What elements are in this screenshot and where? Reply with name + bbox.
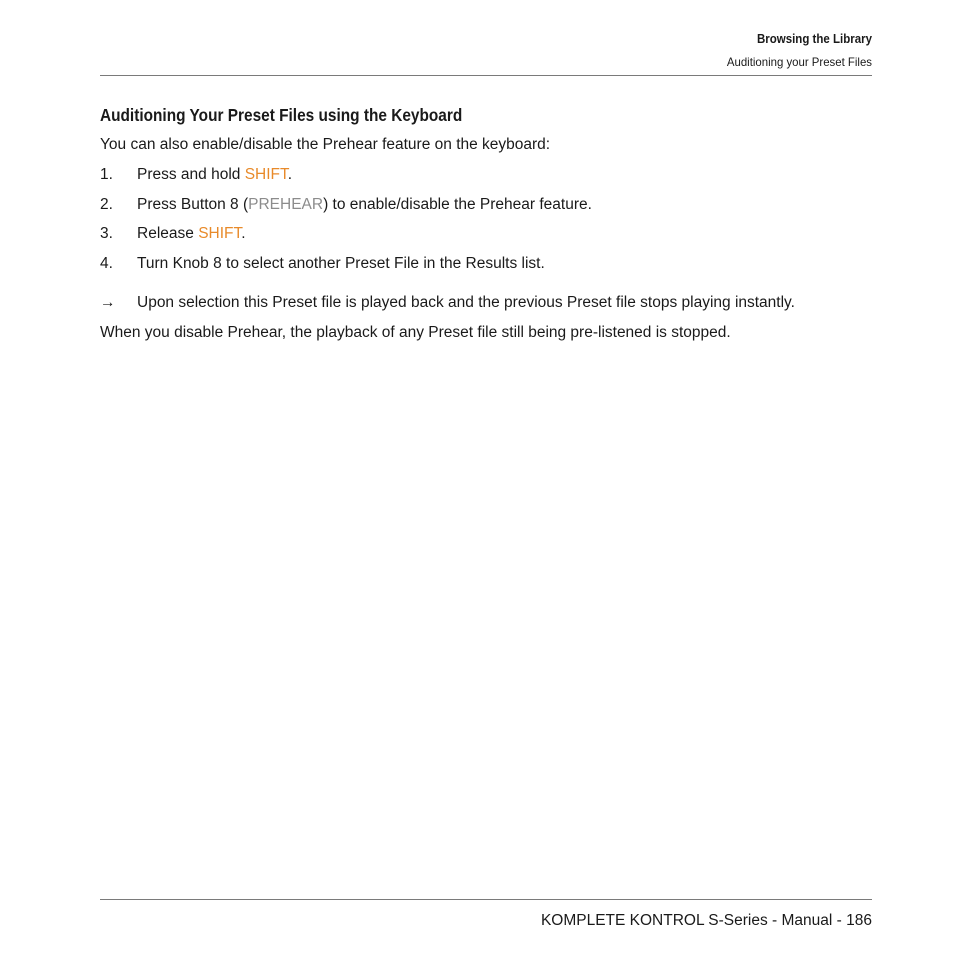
list-item (100, 224, 800, 244)
page-footer: KOMPLETE KONTROL S-Series - Manual - 186 (540, 912, 872, 929)
step-text (137, 195, 800, 215)
steps-list (100, 165, 800, 274)
step-number: 1. (100, 166, 113, 183)
step-text-part: . (287, 166, 293, 183)
shift-key-label: SHIFT (198, 225, 242, 242)
result-note (100, 293, 800, 313)
step-number: 4. (100, 254, 113, 272)
step-number: 3. (100, 225, 113, 242)
intro-paragraph: You can also enable/disable the Prehear feature on the keyboard: (100, 136, 551, 153)
result-text: Upon selection this Preset file is played back and the previous Preset file stops playing instantly. (137, 293, 795, 311)
step-text-part: Press Button 8 ( (137, 195, 249, 213)
step-text-part: Release (137, 225, 199, 242)
footer-divider (100, 899, 872, 900)
prehear-key-label: PREHEAR (248, 195, 324, 213)
closing-paragraph: When you disable Prehear, the playback of any Preset file still being pre-listened is stopped. (100, 323, 731, 341)
step-text (137, 165, 800, 185)
shift-key-label: SHIFT (244, 166, 288, 183)
list-item (100, 254, 800, 274)
header-divider (100, 75, 872, 76)
step-number: 2. (100, 195, 113, 213)
list-item (100, 165, 800, 185)
page-header (100, 30, 872, 71)
step-text-part: . (241, 225, 246, 242)
result-arrow-icon: → (100, 293, 116, 311)
step-text (137, 224, 800, 244)
list-item (100, 195, 800, 215)
header-section-title: Auditioning your Preset Files (726, 55, 872, 69)
page-content (100, 103, 800, 343)
section-heading: Auditioning Your Preset Files using the Keyboard (100, 105, 463, 125)
step-text-part: Press and hold (137, 166, 245, 183)
step-text-part: ) to enable/disable the Prehear feature. (323, 195, 592, 213)
step-text: Turn Knob 8 to select another Preset File in the Results list. (137, 254, 545, 272)
header-chapter-title: Browsing the Library (756, 32, 872, 46)
